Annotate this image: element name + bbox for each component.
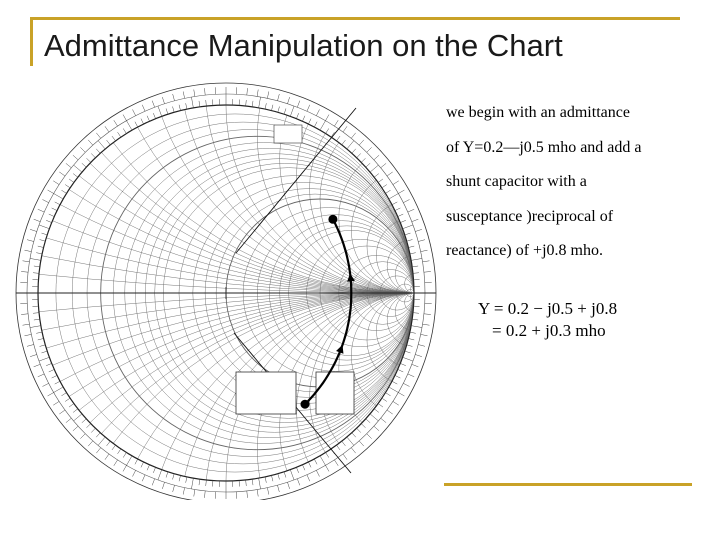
scale-tick	[153, 467, 155, 473]
scale-tick	[287, 97, 289, 104]
scale-tick	[69, 179, 74, 183]
scale-tick	[412, 319, 418, 320]
scale-tick	[38, 209, 44, 212]
scale-tick	[61, 393, 66, 396]
scale-tick	[158, 106, 162, 116]
scale-tick	[173, 474, 175, 480]
scale-tick	[347, 437, 354, 445]
scale-tick	[423, 261, 430, 262]
scale-tick	[66, 163, 71, 167]
scale-tick	[252, 101, 253, 107]
scale-tick	[278, 474, 280, 480]
scale-tick	[359, 441, 364, 446]
scale-tick	[48, 393, 54, 397]
scale-tick	[257, 90, 258, 97]
scale-tick	[378, 404, 383, 408]
scale-tick	[39, 357, 49, 361]
scale-tick	[408, 374, 414, 377]
scale-tick	[23, 261, 30, 262]
scale-tick	[86, 158, 90, 162]
scale-tick	[405, 351, 411, 353]
scale-tick	[34, 364, 41, 367]
scale-tick	[30, 258, 41, 260]
scale-tick	[252, 479, 253, 485]
scale-tick	[86, 424, 90, 428]
scale-tick	[307, 105, 310, 111]
scale-tick	[142, 105, 145, 111]
scale-tick	[278, 94, 280, 101]
scale-tick	[166, 108, 168, 114]
scale-tick	[40, 345, 46, 347]
scale-tick	[418, 345, 425, 347]
formula-line-2: = 0.2 + j0.3 mho	[492, 321, 606, 340]
scale-tick	[415, 229, 422, 231]
scale-tick	[387, 410, 393, 414]
scale-tick	[400, 220, 406, 222]
scale-tick	[206, 100, 207, 106]
scale-tick	[297, 479, 300, 486]
scale-tick	[204, 491, 205, 498]
scale-tick	[147, 116, 149, 121]
scale-tick	[403, 199, 409, 202]
scale-tick	[296, 467, 298, 473]
scale-tick	[25, 334, 32, 335]
scale-tick	[39, 225, 49, 229]
scale-tick	[74, 165, 82, 172]
scale-tick	[392, 381, 397, 384]
scale-tick	[267, 488, 268, 495]
scale-tick	[40, 240, 46, 242]
scale-tick	[413, 313, 419, 314]
top-accent-line	[30, 17, 680, 20]
label-box	[274, 125, 302, 143]
scale-tick	[23, 324, 30, 325]
scale-tick	[52, 375, 57, 378]
scale-tick	[52, 208, 57, 211]
scale-tick	[361, 424, 365, 428]
scale-tick	[30, 354, 37, 356]
scale-tick	[320, 456, 326, 466]
scale-tick	[127, 456, 133, 466]
scale-tick	[278, 107, 280, 113]
scale-tick	[186, 477, 187, 483]
scale-tick	[30, 326, 41, 328]
scale-tick	[381, 163, 386, 167]
scale-tick	[105, 454, 109, 460]
left-accent-line	[30, 18, 33, 66]
scale-tick	[423, 324, 430, 325]
scale-tick	[66, 418, 71, 422]
scale-tick	[147, 465, 149, 470]
scale-tick	[320, 121, 326, 131]
scale-tick	[314, 459, 317, 464]
scale-tick	[297, 101, 300, 108]
scale-tick	[82, 163, 86, 167]
scale-tick	[374, 155, 379, 160]
start-point	[300, 400, 309, 409]
reactance-arc	[339, 143, 440, 293]
scale-tick	[191, 478, 193, 489]
scale-tick	[55, 202, 60, 205]
scale-tick	[343, 126, 347, 132]
description	[446, 96, 706, 269]
scale-tick	[389, 387, 399, 393]
scale-tick	[370, 165, 378, 172]
scale-tick	[412, 219, 419, 222]
scale-tick	[21, 314, 28, 315]
scale-tick	[118, 449, 121, 454]
scale-tick	[246, 480, 247, 486]
scale-tick	[27, 345, 34, 347]
scale-tick	[267, 92, 268, 99]
scale-tick	[366, 419, 370, 423]
scale-tick	[34, 266, 40, 267]
scale-tick	[118, 132, 121, 137]
scale-tick	[359, 140, 364, 145]
scale-tick	[80, 147, 85, 152]
scale-tick	[421, 250, 428, 251]
scale-tick	[389, 194, 399, 200]
grid-lines	[4, 80, 440, 500]
scale-tick	[284, 108, 286, 114]
scale-tick	[337, 445, 341, 450]
scale-tick	[65, 185, 70, 188]
scale-tick	[98, 437, 105, 445]
scale-tick	[290, 470, 294, 480]
scale-tick	[34, 319, 40, 320]
reactance-arc	[205, 80, 440, 293]
scale-tick	[407, 345, 413, 347]
scale-tick	[74, 414, 82, 421]
scale-tick	[403, 357, 413, 361]
scale-tick	[191, 97, 193, 108]
scale-tick	[405, 233, 411, 235]
scale-tick	[393, 181, 399, 185]
slide-title: Admittance Manipulation on the Chart	[44, 28, 563, 63]
scale-tick	[123, 465, 127, 471]
scale-tick	[412, 364, 419, 367]
scale-tick	[287, 482, 289, 489]
scale-tick	[385, 190, 390, 193]
scale-tick	[132, 109, 135, 115]
scale-tick	[398, 190, 404, 194]
scale-tick	[123, 128, 126, 133]
reactance-arc	[280, 80, 440, 293]
scale-tick	[46, 363, 52, 365]
scale-tick	[142, 475, 145, 481]
scale-tick	[407, 240, 413, 242]
scale-tick	[114, 460, 118, 466]
scale-tick	[162, 97, 164, 104]
scale-tick	[27, 240, 34, 242]
bottom-accent-line	[444, 483, 692, 486]
scale-tick	[96, 433, 100, 437]
scale-tick	[141, 119, 144, 124]
scale-tick	[246, 100, 247, 106]
smith-chart	[4, 80, 440, 500]
scale-tick	[96, 149, 100, 153]
scale-tick	[412, 266, 418, 267]
scale-tick	[284, 472, 286, 478]
scale-tick	[55, 381, 60, 384]
scale-tick	[302, 465, 304, 470]
scale-tick	[38, 338, 44, 339]
scale-tick	[199, 101, 200, 107]
scale-tick	[347, 141, 354, 149]
scale-tick	[271, 475, 272, 481]
scale-tick	[107, 441, 111, 446]
scale-tick	[398, 214, 403, 216]
scale-tick	[183, 488, 184, 495]
scale-tick	[308, 462, 311, 467]
scale-tick	[342, 441, 346, 446]
label-box	[236, 372, 296, 414]
scale-tick	[413, 273, 419, 274]
description-line: susceptance )reciprocal of	[446, 207, 614, 225]
scale-tick	[173, 107, 175, 113]
scale-tick	[152, 479, 155, 486]
scale-tick	[265, 103, 266, 109]
scale-tick	[408, 209, 414, 212]
scale-tick	[314, 122, 317, 127]
scale-tick	[123, 452, 126, 457]
formula-line-1: Y = 0.2 − j0.5 + j0.8	[478, 299, 618, 318]
scale-tick	[53, 181, 59, 185]
scale-tick	[382, 398, 387, 401]
path-arrow	[336, 345, 343, 354]
description-line: of Y=0.2—j0.5 mho and add a	[446, 138, 642, 156]
scale-tick	[41, 351, 47, 353]
scale-tick	[42, 199, 48, 202]
end-point	[328, 215, 337, 224]
scale-tick	[395, 208, 400, 211]
scale-tick	[162, 482, 164, 489]
scale-tick	[41, 233, 47, 235]
scale-tick	[59, 410, 65, 414]
scale-tick	[278, 485, 280, 492]
scale-tick	[326, 128, 329, 133]
scale-tick	[98, 141, 105, 149]
scale-tick	[65, 398, 70, 401]
scale-tick	[206, 480, 207, 486]
description-line: we begin with an admittance	[446, 104, 630, 121]
scale-tick	[88, 140, 93, 145]
scale-tick	[30, 229, 37, 231]
scale-tick	[49, 214, 54, 216]
scale-tick	[308, 119, 311, 124]
scale-tick	[73, 174, 78, 178]
scale-tick	[112, 445, 116, 450]
scale-tick	[296, 113, 298, 119]
scale-tick	[259, 478, 261, 489]
scale-tick	[398, 369, 403, 371]
scale-tick	[374, 174, 379, 178]
scale-tick	[135, 122, 138, 127]
scale-tick	[152, 101, 155, 108]
scale-tick	[411, 258, 422, 260]
scale-tick	[337, 136, 341, 141]
scale-tick	[179, 475, 180, 481]
scale-tick	[34, 219, 41, 222]
scale-tick	[91, 153, 95, 157]
scale-tick	[158, 470, 162, 480]
scale-tick	[42, 383, 48, 386]
scale-tick	[342, 140, 346, 145]
scale-tick	[316, 470, 319, 476]
formula	[478, 298, 617, 342]
scale-tick	[127, 121, 133, 131]
scale-tick	[96, 133, 100, 138]
scale-tick	[395, 375, 400, 378]
scale-tick	[370, 414, 378, 421]
scale-tick	[265, 477, 266, 483]
reactance-arc	[38, 80, 440, 293]
scale-tick	[96, 448, 100, 453]
scale-tick	[352, 433, 356, 437]
scale-tick	[381, 418, 386, 422]
scale-tick	[33, 273, 39, 274]
scale-tick	[334, 460, 338, 466]
scale-tick	[424, 314, 431, 315]
scale-tick	[33, 313, 39, 314]
scale-tick	[421, 334, 428, 335]
scale-tick	[173, 485, 175, 492]
scale-tick	[183, 92, 184, 99]
scale-tick	[326, 115, 330, 121]
scale-tick	[112, 136, 116, 141]
scale-tick	[173, 94, 175, 101]
scale-tick	[385, 393, 390, 396]
scale-tick	[361, 158, 365, 162]
scale-tick	[82, 419, 86, 423]
description-line: shunt capacitor with a	[446, 173, 587, 190]
scale-tick	[179, 105, 180, 111]
scale-tick	[410, 253, 416, 254]
scale-tick	[153, 113, 155, 119]
scale-tick	[259, 97, 261, 108]
scale-tick	[80, 434, 85, 439]
scale-tick	[73, 409, 78, 413]
scale-tick	[408, 338, 414, 339]
scale-tick	[326, 465, 330, 471]
scale-tick	[403, 225, 413, 229]
scale-tick	[393, 401, 399, 405]
scale-tick	[194, 90, 195, 97]
scale-tick	[378, 179, 383, 183]
scale-tick	[408, 246, 414, 247]
scale-tick	[302, 116, 304, 121]
scale-tick	[382, 185, 387, 188]
scale-tick	[307, 475, 310, 481]
scale-tick	[352, 149, 356, 153]
scale-tick	[271, 105, 272, 111]
scale-tick	[392, 202, 397, 205]
scale-tick	[366, 163, 370, 167]
scale-tick	[194, 490, 195, 497]
scale-tick	[186, 103, 187, 109]
scale-tick	[403, 383, 409, 386]
scale-tick	[204, 88, 205, 95]
scale-tick	[418, 240, 425, 242]
scale-tick	[21, 271, 28, 272]
scale-tick	[290, 106, 294, 116]
scale-tick	[114, 120, 118, 126]
scale-tick	[247, 88, 248, 95]
scale-tick	[135, 459, 138, 464]
scale-tick	[48, 190, 54, 194]
scale-tick	[367, 434, 372, 439]
scale-tick	[73, 155, 78, 160]
scale-tick	[247, 491, 248, 498]
scale-tick	[411, 326, 422, 328]
scale-tick	[357, 428, 361, 432]
scale-tick	[398, 393, 404, 397]
scale-tick	[326, 452, 329, 457]
scale-tick	[54, 194, 64, 200]
scale-tick	[374, 426, 379, 431]
scale-tick	[387, 172, 393, 176]
scale-tick	[400, 363, 406, 365]
scale-tick	[351, 448, 355, 453]
scale-tick	[91, 428, 95, 432]
scale-tick	[415, 354, 422, 356]
scale-tick	[351, 133, 355, 138]
reactance-arc	[310, 84, 440, 293]
scale-tick	[316, 109, 319, 115]
reactance-arc	[320, 105, 440, 293]
scale-tick	[334, 120, 338, 126]
scale-tick	[46, 220, 52, 222]
scale-tick	[38, 246, 44, 247]
scale-tick	[410, 332, 416, 333]
scale-tick	[199, 479, 200, 485]
scale-tick	[54, 387, 64, 393]
scale-tick	[123, 115, 127, 121]
scale-tick	[38, 374, 44, 377]
scale-tick	[53, 401, 59, 405]
scale-tick	[88, 441, 93, 446]
scale-tick	[141, 462, 144, 467]
scale-tick	[36, 253, 42, 254]
scale-tick	[357, 153, 361, 157]
scale-tick	[49, 369, 54, 371]
description-line: reactance) of +j0.8 mho.	[446, 242, 603, 259]
scale-tick	[367, 147, 372, 152]
scale-tick	[69, 404, 74, 408]
scale-tick	[343, 454, 347, 460]
scale-tick	[424, 271, 431, 272]
scale-tick	[25, 250, 32, 251]
label-box	[316, 372, 354, 414]
scale-tick	[36, 332, 42, 333]
reactance-arc	[339, 293, 440, 443]
scale-tick	[107, 140, 111, 145]
scale-tick	[374, 409, 379, 413]
scale-tick	[61, 190, 66, 193]
scale-tick	[73, 426, 78, 431]
scale-tick	[59, 172, 65, 176]
scale-tick	[166, 472, 168, 478]
scale-tick	[105, 126, 109, 132]
scale-tick	[257, 490, 258, 497]
scale-tick	[132, 470, 135, 476]
